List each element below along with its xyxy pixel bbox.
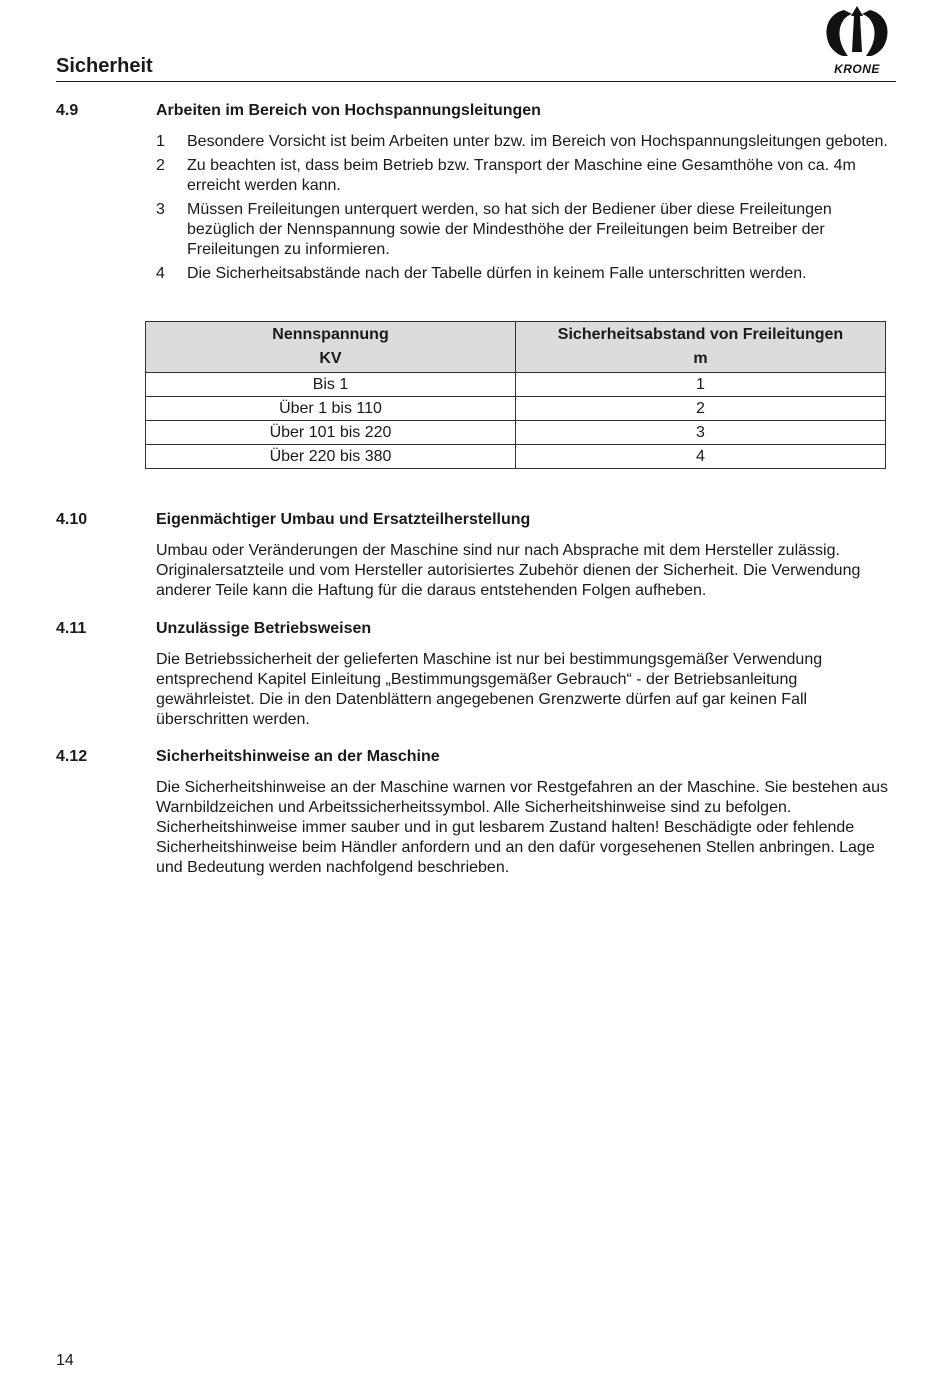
distance-header-unit: m bbox=[693, 350, 708, 367]
section-title: Arbeiten im Bereich von Hochspannungsleitungen bbox=[156, 102, 541, 119]
safety-distance-table bbox=[145, 321, 886, 469]
section-body bbox=[156, 650, 896, 730]
section-4-11 bbox=[56, 620, 896, 735]
section-number: 4.12 bbox=[56, 748, 88, 765]
list-item-text: Zu beachten ist, dass beim Betrieb bzw. Transport der Maschine eine Gesamthöhe von ca. 4m erreicht werden kann. bbox=[187, 157, 856, 194]
section-body bbox=[156, 778, 896, 878]
section-number: 4.11 bbox=[56, 620, 87, 637]
voltage-header-unit: KV bbox=[319, 350, 342, 367]
page-title: Sicherheit bbox=[56, 55, 153, 77]
numbered-list bbox=[156, 132, 896, 284]
section-number: 4.9 bbox=[56, 102, 79, 119]
distance-cell: 1 bbox=[516, 373, 886, 397]
list-item-text: Die Sicherheitsabstände nach der Tabelle dürfen in keinem Falle unterschritten werden. bbox=[187, 265, 807, 282]
list-item bbox=[156, 200, 896, 260]
distance-column-header bbox=[516, 322, 886, 373]
table-row bbox=[146, 373, 886, 397]
section-body bbox=[156, 541, 896, 601]
table-row bbox=[146, 445, 886, 469]
voltage-cell: Über 101 bis 220 bbox=[146, 421, 516, 445]
krone-logo bbox=[822, 4, 892, 76]
list-item-number: 3 bbox=[156, 201, 165, 218]
voltage-header-label: Nennspannung bbox=[272, 326, 389, 343]
list-item bbox=[156, 132, 896, 152]
voltage-cell: Über 1 bis 110 bbox=[146, 397, 516, 421]
paragraph: Die Sicherheitshinweise an der Maschine warnen vor Restgefahren an der Maschine. Sie bestehen aus Warnbildzeichen und Arbeitssicherheitssymbol. Alle Sicherheitshinweise sind zu befolgen. Sicherheitshinweise immer sauber und in gut lesbarem Zustand halten! Beschädigte oder fehlende Sicherheitshinweise beim Händler anfordern und an den dafür vorgesehenen Stellen anbringen. Lage und Bedeutung werden nachfolgend beschrieben. bbox=[156, 779, 888, 876]
table-row bbox=[146, 397, 886, 421]
voltage-cell: Über 220 bis 380 bbox=[146, 445, 516, 469]
section-title: Sicherheitshinweise an der Maschine bbox=[156, 748, 440, 765]
distance-cell: 2 bbox=[516, 397, 886, 421]
page-number: 14 bbox=[56, 1352, 74, 1369]
list-item bbox=[156, 264, 896, 284]
section-4-9 bbox=[56, 102, 896, 312]
list-item-text: Müssen Freileitungen unterquert werden, so hat sich der Bediener über diese Freileitungen bezüglich der Nennspannung sowie der Mindesthöhe der Freileitungen beim Betreiber der Freileitungen zu informieren. bbox=[187, 201, 832, 258]
distance-cell: 3 bbox=[516, 421, 886, 445]
logo-wordmark: KRONE bbox=[834, 62, 880, 76]
list-item-number: 4 bbox=[156, 265, 165, 282]
page-header bbox=[56, 0, 896, 82]
voltage-cell: Bis 1 bbox=[146, 373, 516, 397]
distance-header-label: Sicherheitsabstand von Freileitungen bbox=[557, 326, 844, 343]
list-item-number: 1 bbox=[156, 133, 165, 150]
section-number: 4.10 bbox=[56, 511, 88, 528]
table-row bbox=[146, 421, 886, 445]
distance-cell: 4 bbox=[516, 445, 886, 469]
section-body bbox=[156, 132, 896, 288]
section-title: Eigenmächtiger Umbau und Ersatzteilherstellung bbox=[156, 511, 531, 528]
krone-emblem-icon bbox=[822, 4, 892, 60]
list-item bbox=[156, 156, 896, 196]
table-header-row bbox=[146, 322, 886, 373]
voltage-column-header bbox=[146, 322, 516, 373]
section-title: Unzulässige Betriebsweisen bbox=[156, 620, 372, 637]
list-item-number: 2 bbox=[156, 157, 165, 174]
section-4-12 bbox=[56, 748, 896, 883]
paragraph: Die Betriebssicherheit der gelieferten Maschine ist nur bei bestimmungsgemäßer Verwendung entsprechend Kapitel Einleitung „Bestimmungsgemäßer Gebrauch“ - der Betriebsanleitung gewährleistet. Die in den Datenblättern angegebenen Grenzwerte dürfen auf gar keinen Fall überschritten werden. bbox=[156, 651, 823, 728]
section-4-10 bbox=[56, 511, 896, 606]
paragraph: Umbau oder Veränderungen der Maschine sind nur nach Absprache mit dem Hersteller zulässig. Originalersatzteile und vom Hersteller autorisiertes Zubehör dienen der Sicherheit. Die Verwendung anderer Teile kann die Haftung für die daraus entstehenden Folgen aufheben. bbox=[156, 542, 861, 599]
list-item-text: Besondere Vorsicht ist beim Arbeiten unter bzw. im Bereich von Hochspannungsleitungen geboten. bbox=[187, 133, 888, 150]
